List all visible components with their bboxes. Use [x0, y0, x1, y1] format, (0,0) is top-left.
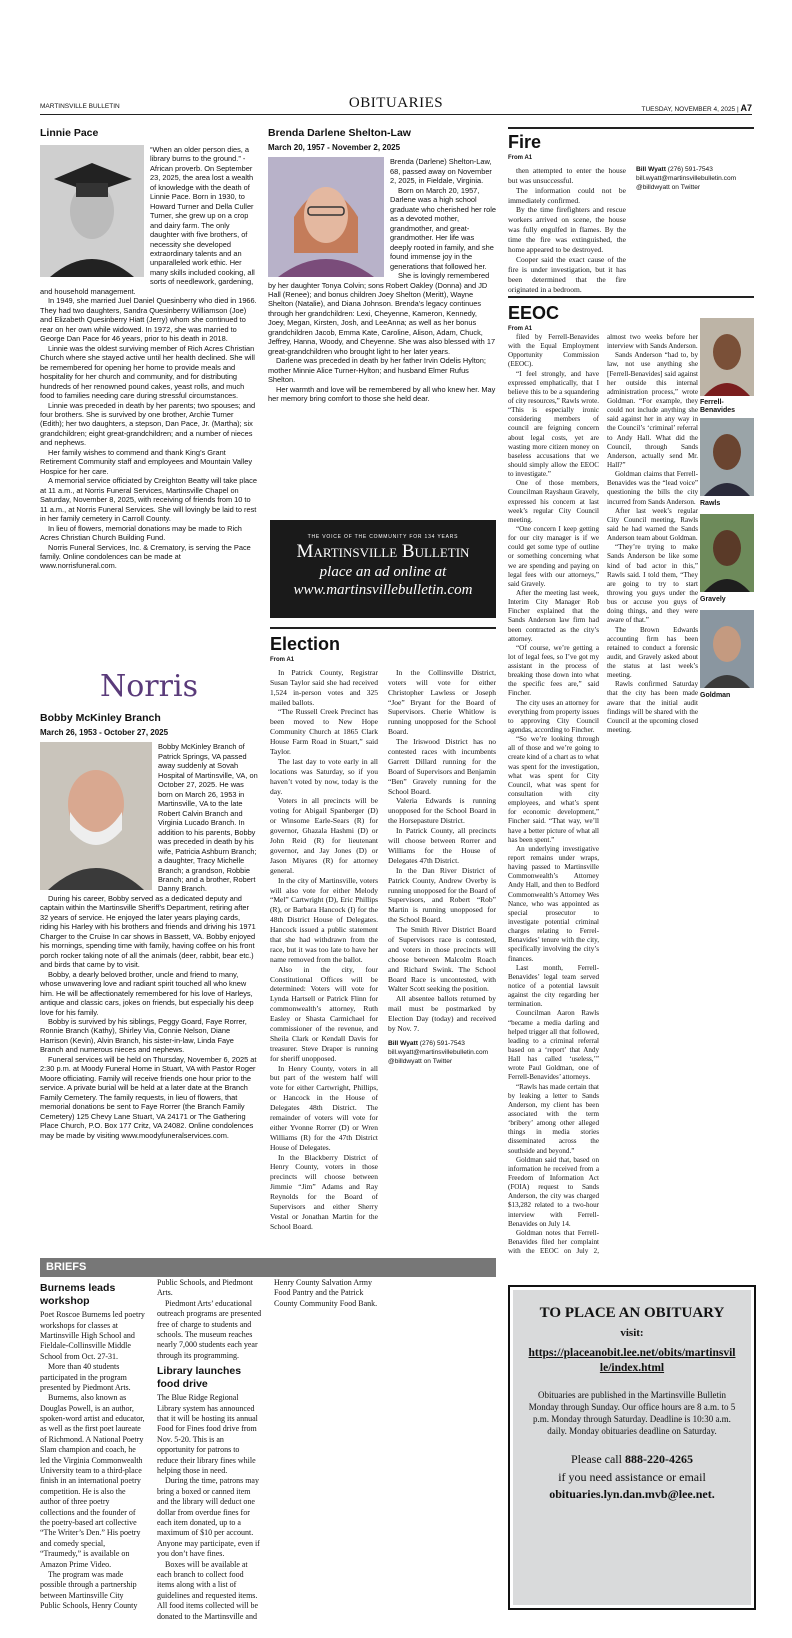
- story-paragraph: In the Blackberry District of Henry County, voters in those precincts will choose between Jimmie “Jim” Adams and Ray Reynolds for the Board of Supervisors and either Sherry Vestal or Jonathan Martin for the School Board.: [270, 1152, 378, 1231]
- brief-paragraph: The Blue Ridge Regional Library system has announced that it will be hosting its annual Food for Fines food drive from Nov. 5-20. This is an opportunity for patrons to reduce their library fines while helping those in need.: [157, 1393, 258, 1476]
- eeoc-story-body: [508, 333, 698, 1263]
- author-byline: [636, 166, 754, 193]
- obit-paragraph: Born on March 20, 1957, Darlene was a high school graduate who cherished her role as a devoted mother, grandmother, and great-grandmother. Her life was deeply rooted in family, and she found immense joy in the generations that followed her.: [390, 185, 496, 271]
- obit-paragraph: In 1949, she married Juel Daniel Quesinberry who died in 1966. They had two daughters, Sandra Quesinberry Williamson (Joe) and Elizabeth Quesinberry Hiatt (Jerry) whom she continued to rear on her own while widowed. In 1972, she was married to George Dan Pace for 46 years, prior to his death in 2018.: [40, 296, 257, 344]
- obit-dates: March 26, 1953 - October 27, 2025: [40, 727, 169, 737]
- mugshot-photo-icon: [700, 514, 754, 592]
- story-paragraph: After last week’s regular City Council meeting, Rawls said he had warned the Sands Anderson team about Goldman.: [607, 506, 698, 543]
- story-paragraph: By the time firefighters and rescue workers arrived on scene, the house was fully engulfed in flames. By the time the fire was extinguished, the home appeared to be destroyed.: [508, 205, 626, 255]
- author-email[interactable]: bill.wyatt@martinsvillebulletin.com: [388, 1048, 489, 1056]
- author-name: Bill Wyatt: [388, 1039, 418, 1047]
- story-paragraph: Goldman said that, based on information he received from a Freedom of Information Act (FOIA) request to Sands Anderson, the city was charged $13,282 related to a two-hour interview with Ferrell-Benavides on July 14.: [508, 1155, 599, 1228]
- story-jump-from: From A1: [508, 155, 533, 161]
- section-title: OBITUARIES: [348, 95, 444, 111]
- story-paragraph: filed by Ferrell-Benavides with the Equal Employment Opportunity Commission (EEOC).: [508, 333, 599, 369]
- brief-paragraph: Piedmont Arts’ educational outreach programs are presented free of charge to students and schools. The museum reaches nearly 7,000 students each year through its programming.: [157, 1298, 262, 1360]
- story-paragraph: “So we’re looking through all of those and we’re going to create kind of a chart as to what was spent for the investigation, what was spent for City Council, what was spent for consultation with city employees, and what’s spent for economic development,” Fincher said. “That way, we’ll have a better picture of what all has been spent.”: [508, 735, 599, 844]
- obit-paragraph: Funeral services will be held on Thursday, November 6, 2025 at 2:30 p.m. at Moody Funeral Home in Stuart, VA with Pastor Roger Moore officiating. Family will receive friends one hour prior to the service. A private burial will be held at a later date at the Branch Family Cemetery. The family requests, in lieu of flowers, that memorial donations be sent to Faye Rorrer (the Branch Family Cemetery) 125 Chevy Lane Stuart, VA 24171 or The Gathering Place Church, P.O. Box 177 Critz, VA 24082. Online condolences may be made by visiting www.moodyfuneralservices.com.: [40, 1054, 257, 1140]
- story-paragraph: “I feel strongly, and have expressed emphatically, that I believe this to be a squandering of city resources,” Rawls wrote. “This is especially ironic considering members of council are feigning concern about legal costs, yet are wasting more citizen money on baseless accusations that we should simply allow the EEOC to investigate.”: [508, 369, 600, 479]
- story-paragraph: Valeria Edwards is running unopposed for the School Board in the Horsepasture District.: [388, 796, 496, 826]
- author-phone: (276) 591-7543: [419, 1039, 465, 1047]
- obit-paragraph: “When an older person dies, a library burns to the ground.” - African proverb. On September 23, 2025, the area lost a wealth of knowledge with the death of Linnie Pace. Born in 1930, to Howard Turner and Della Culler Turner, she grew up on a crop and dairy farm. The only daughter with five brothers, of necessity she developed extraordinary talents and an unparalleled work ethic. Her many skills included cooking, all sorts of needlework, gardening, and household management.: [40, 144, 255, 296]
- story-paragraph: “They’re trying to make Sands Anderson be like some kind of bad actor in this,” Rawls said. I told them, “They are going to try to start throwing you guys under the bus or accuse you guys of doing things, and they were aware of that.”: [607, 543, 698, 625]
- mugshot-rawls: [700, 418, 754, 514]
- woman-photo-icon: [268, 157, 384, 277]
- story-jump-from: From A1: [508, 326, 533, 332]
- obit-paragraph: Linnie was preceded in death by her parents; two spouses; and four brothers. She is survived by one brother, Archie Turner (Edith); her two daughters, a stepson, Dan Pace, Jr. (Martha); six grandchildren; eight great-grandchildren; and a number of nieces and nephews.: [40, 400, 256, 448]
- man-photo-icon: [40, 742, 152, 890]
- story-paragraph: Rawls confirmed Saturday that the city has been made aware that the initial audit findings will be shared with the Council at the upcoming closed meeting.: [607, 680, 698, 735]
- story-paragraph: In the Collinsville District, voters will vote for either Christopher Lawless or Joseph “Joe” Bryant for the Board of Supervisors. Cherie Whitlow is running unopposed for the School Board.: [388, 667, 496, 737]
- brief-paragraph: The program was made possible through a partnership between Martinsville City Public Schools, Henry County Public Schools, and Piedmont Arts.: [40, 1278, 253, 1611]
- obit-paragraph: She is lovingly remembered by her daughter Tonya Colvin; sons Robert Oakley (Donna) and JD Hall (Renee); and bonus children Joey Shelton (Meritt), Wayne Shelton (Natalie), and Diana Johnson. Brenda’s legacy continues through her grandchildren: Lexi, Cheyenne, Kameron, Kennedy, Joey, Megan, Kirsten, Josh, and LeeAnna; as well as her bonus grandchildren Jacob, Emma Kate, Caroline, Alison, Adam, Chuck, Jeffrey, Hanna, Woody, and Cheyenne. She was also blessed with 17 great-grandchildren who brought light to her later years.: [268, 271, 496, 356]
- story-paragraph: then attempted to enter the house but was unsuccessful.: [508, 165, 626, 185]
- story-headline: EEOC: [508, 303, 560, 323]
- story-paragraph: Also in the city, four Constitutional Offices will be determined: Voters will vote for Lynda Hartsell or Patrick Flinn for commonwealth’s attorney, Ruth Easley or Shasta Carmichael for commissioner of the revenue, and Sheila Clark or Kendall Davis for treasurer. Steve Draper is running for sheriff unopposed.: [270, 964, 378, 1063]
- place-obituary-inner: [513, 1290, 751, 1605]
- mugshot-caption: Rawls: [700, 499, 721, 507]
- fire-story: [508, 127, 754, 311]
- brief-paragraph: More than 40 students participated in the program presented by Piedmont Arts.: [40, 1362, 131, 1392]
- obit-paragraph: Her family wishes to commend and thank King’s Grant Retirement Community staff and employees and Mountain Valley Hospice for her care.: [40, 447, 253, 476]
- author-byline: [388, 1040, 496, 1067]
- obit-dates: March 20, 1957 - November 2, 2025: [268, 142, 401, 152]
- mugshot-ferrell-benavides: [700, 318, 754, 418]
- story-paragraph: The last day to vote early in all locations was Saturday, so if you haven’t voted by now, today is the day.: [270, 756, 378, 796]
- obituary-bobby-branch: [40, 712, 258, 1232]
- ad-masthead: Martinsville Bulletin: [296, 540, 470, 562]
- story-paragraph: Sands Anderson “had to, by law, not use anything she [Ferrell-Benavides] said against her outside this internal administration process,” wrote Goldman. “For example, they could not include anything she said against her in any way in the Council’s ‘criminal’ referral to Andy Hall. What did the Council, through Sands Anderson, actually send Mr. Hall?”: [607, 351, 698, 469]
- obit-box-url[interactable]: https://placeanobit.lee.net/obits/martinsville/index.html: [528, 1347, 736, 1375]
- mugshot-caption: Ferrell-Benavides: [700, 398, 736, 414]
- story-headline: Fire: [508, 132, 542, 152]
- mugshot-photo-icon: [700, 610, 754, 688]
- header-date: TUESDAY, NOVEMBER 4, 2025 | A7: [641, 103, 752, 113]
- obit-paragraph: Bobby is survived by his siblings, Peggy Goard, Faye Rorrer, Ronnie Branch (Kathy), Shirley Via, Connie Nelson, Diane Harrison (Kevin), Alvin Branch, his sister-in-law, Linda Faye Branch and numerous nieces and nephews.: [40, 1017, 247, 1055]
- obit-box-visit: visit:: [620, 1326, 644, 1339]
- portrait-photo: [40, 742, 152, 890]
- obit-paragraph: A memorial service officiated by Creighton Beatty will take place at 11 a.m., at Norris Funeral Services, Martinsville Chapel on Saturday, November 8, 2025, with receiving of friends from 10 to 11 a.m., at Norris Funeral Services. She will lovingly be laid to rest in her family cemetery in Carroll County.: [40, 476, 257, 524]
- obit-box-call-label: Please call: [571, 1451, 622, 1466]
- mugshot-photo-icon: [700, 318, 754, 396]
- ad-tagline: THE VOICE OF THE COMMUNITY FOR 134 YEARS: [307, 534, 459, 540]
- author-twitter[interactable]: @billdwyatt on Twitter: [636, 183, 701, 191]
- story-paragraph: All absentee ballots returned by mail must be postmarked by Election Day (today) and received by Nov. 7.: [388, 994, 496, 1033]
- obit-box-assist: if you need assistance or email: [558, 1469, 706, 1484]
- brief-paragraph: Burnems, also known as Douglas Powell, is an author, spoken-word artist and educator, as well as the first poet laureate of Richmond. A National Poetry Slam champion and coach, he led the Virginia Commonwealth University team to a third-place finish in an international poetry competition. He is also the author of three poetry collections and the founder of the poetry-based art collective “The Writer’s Den.” His poetry and comedy special, “Traumedy,” is available on Amazon Prime Video.: [40, 1393, 145, 1569]
- story-paragraph: Goldman notes that Ferrell-Benavides filed her complaint with the EEOC on July 2, almost two weeks before her interview with Sands Anderson.: [508, 333, 698, 1256]
- mugshot-gravely: [700, 514, 754, 610]
- story-paragraph: Cooper said the exact cause of the fire is under investigation, but it has been determined that the fire originated in a bedroom.: [508, 254, 626, 294]
- author-twitter[interactable]: @billdwyatt on Twitter: [388, 1057, 453, 1065]
- story-body: [270, 668, 496, 1243]
- eeoc-mugshots: [700, 318, 754, 706]
- brief-headline: Burnems leads workshop: [40, 1282, 116, 1307]
- brief-paragraph: Poet Roscoe Burnems led poetry workshops for classes at Martinsville High School and Fieldale-Collinsville Middle School from Oct. 27-31.: [40, 1310, 145, 1361]
- obit-paragraph: Bobby, a dearly beloved brother, uncle and friend to many, whose unwavering love and radiant spirit touched all who knew him. He will be affectionately remembered for his love of Harleys, antique and classic cars, jokes on friends, but especially his deep love for his family.: [40, 969, 254, 1017]
- story-paragraph: In the city of Martinsville, voters will also vote for either Melody “Mel” Cartwright (D), Eric Phillips (R), or Barbara Hancock (I) for the 48th District House of Delegates. Hancock issued a public statement that she had withdrawn from the race, but it was too late to have her name removed from the ballot.: [270, 875, 378, 964]
- story-paragraph: The Smith River District Board of Supervisors race is contested, and voters in those precincts will choose between Malcolm Roach and Richard Swink. The School Board Race is uncontested, with Walter Scott seeking the position.: [388, 925, 496, 994]
- mugshot-photo-icon: [700, 418, 754, 496]
- obit-box-email[interactable]: obituaries.lyn.dan.mvb@lee.net.: [549, 1487, 715, 1502]
- obit-paragraph: Linnie was the oldest surviving member of Rich Acres Christian Church where she stayed active until her health declined. She will be remembered for opening her home to provide meals and hospitality for her church and community, and for distributing hundreds of her renowned pound cakes, yeast rolls, and much food to families needing care during stressful circumstances.: [40, 343, 255, 401]
- obituary-brenda-shelton-law: [268, 127, 496, 507]
- story-paragraph: “Of course, we’re getting a lot of legal fees, so I’ve got my assistant in the process of breaking those down into what the specific fees are,” said Fincher.: [508, 643, 599, 698]
- story-paragraph: Last month, Ferrell-Benavides’ legal team served notice of a potential lawsuit against the city regarding her termination.: [508, 963, 599, 1009]
- grad-photo-icon: [40, 145, 144, 277]
- story-body: [508, 166, 754, 311]
- obit-box-title: TO PLACE AN OBITUARY: [539, 1305, 725, 1321]
- header-rule: [40, 114, 752, 115]
- obit-paragraph: Her warmth and love will be remembered by all who knew her. May her memory bring comfort to those she held dear.: [268, 384, 496, 404]
- obit-box-info: Obituaries are published in the Martinsville Bulletin Monday through Sunday. Our office hours are 8 a.m. to 5 p.m. Monday through Saturday. Deadline is 10:30 a.m. daily. Monday obituaries deadline on Saturday.: [528, 1390, 736, 1436]
- portrait-photo: [268, 157, 384, 277]
- ad-url[interactable]: www.martinsvillebulletin.com: [293, 582, 473, 599]
- story-paragraph: “The Russell Creek Precinct has been moved to New Hope Community Church at 1865 Clark House Farm Road in Stuart,” said Taylor.: [270, 707, 378, 757]
- obit-paragraph: In lieu of flowers, memorial donations may be made to Rich Acres Christian Church Building Fund.: [40, 523, 242, 543]
- story-paragraph: “Rawls has made certain that by leaking a letter to Sands Anderson, my client has been associated with the term ‘bribery’ among other alleged things in media stories disseminated across the southside and beyond.”: [508, 1082, 599, 1155]
- story-paragraph: “One concern I keep getting for our city manager is if we could get some type of outline or something concerning what we are spending and paying on legal fees with our attorneys,” said Gravely.: [508, 524, 599, 588]
- obit-box-phone[interactable]: 888-220-4265: [624, 1451, 693, 1466]
- story-paragraph: In Henry County, voters in all but part of the western half will vote for either Cartwright, Phillips, or Hancock in the House of Delegates 48th District. The remainder of voters will vote for either Yvonne Rorrer (D) or Wren Williams (R) for the 47th District House of Delegates.: [270, 1063, 378, 1152]
- obit-name: Bobby McKinley Branch: [40, 712, 161, 724]
- story-paragraph: Voters in all precincts will be voting for Abigail Spanberger (D) or Winsome Earle-Sears (R) for governor, Ghazala Hashmi (D) or John Reid (R) for lieutenant governor, and Jay Jones (D) or Jason Miyares (R) for attorney general.: [270, 796, 378, 875]
- mugshot-goldman: [700, 610, 754, 706]
- norris-logo: Norris: [100, 669, 198, 704]
- story-paragraph: In Patrick County, all precincts will choose between Rorrer and Williams for the House of Delegates 47th District.: [388, 826, 496, 865]
- mugshot-caption: Goldman: [700, 691, 731, 699]
- story-paragraph: In the Dan River District of Patrick County, Andrew Overby is running unopposed for the Board of Supervisors, and Robert “Rob” Martin is running unopposed for the School Board.: [388, 865, 496, 925]
- story-paragraph: Councilman Aaron Rawls “became a media darling and helped trigger all that followed, leading to a criminal referral based on a ‘report’ that Andy Hall has called ‘useless,’” wrote Paul Goldman, one of Ferrell-Benavides’ attorneys.: [508, 1009, 599, 1082]
- briefs-section: [40, 1278, 496, 1623]
- ad-line1: place an ad online at: [319, 564, 447, 581]
- story-paragraph: The Brown Edwards accounting firm has been retained to conduct a forensic audit, and Gravely asked about the status at last week’s meeting.: [607, 625, 698, 680]
- mugshot-caption: Gravely: [700, 595, 726, 603]
- story-paragraph: The Iriswood District has no contested races with incumbents Garrett Dillard running for the Board of Supervisors and Benjamin “Ben” Gravely running for the School Board.: [388, 737, 496, 796]
- story-paragraph: The information could not be immediately confirmed.: [508, 185, 626, 205]
- story-jump-from: From A1: [270, 657, 295, 663]
- obit-paragraph: Brenda (Darlene) Shelton-Law, 68, passed away on November 2, 2025, in Fieldale, Virginia.: [390, 157, 492, 186]
- story-paragraph: An underlying investigative report remains under wraps, having passed to Martinsville Commonwealth’s Attorney Andy Hall, and then to Bedford Commonwealth’s Attorney Wes Nance, who was appointed as special prosecutor to investigate potential criminal charges relating to Ferrel-Benavides’ tenure with the city, specifically involving the city’s finances.: [508, 844, 599, 963]
- brief-paragraph: During the time, patrons may bring a boxed or canned item and the library will deduct one dollar from overdue fines for each item donated, up to a maximum of $10 per account. Anyone may participate, even if you don’t have fines.: [157, 1476, 260, 1559]
- story-paragraph: After the meeting last week, Interim City Manager Rob Fincher explained that the Sands Anderson law firm had been contracted as the city’s attorney.: [508, 588, 599, 643]
- obit-paragraph: Darlene was preceded in death by her father Irvin Odelis Hylton; mother Minnie Alice Turner-Hylton; and husband Elmer Rufus Shelton.: [268, 356, 486, 385]
- obit-paragraph: Norris Funeral Services, Inc. & Crematory, is serving the Pace family. Online condolences can be made at www.norrisfuneral.com.: [40, 542, 251, 571]
- story-paragraph: One of those members, Councilman Rayshaun Gravely, expressed his concern at last week’s regular City Council meeting.: [508, 479, 599, 524]
- author-phone: (276) 591-7543: [667, 165, 713, 173]
- briefs-header: BRIEFS: [40, 1258, 496, 1277]
- place-ad-banner[interactable]: [270, 520, 496, 618]
- place-obituary-box: [508, 1285, 756, 1610]
- obit-box-call: [521, 1452, 743, 1468]
- obit-paragraph: During his career, Bobby served as a dedicated deputy and captain within the Martinsville Sheriff’s Department, retiring after 32 years of service. He enjoyed the later years playing cards, riding his Harley with his brothers and friends and driving his 1971 Charger to the Cruise In car shows in Bassett, VA. Bobby enjoyed his mornings, spending time with family, having coffee on his front porch rocker taking note of all the animals (deer, rabbit, bear etc.) and birds that came by to visit.: [40, 893, 256, 970]
- author-name: Bill Wyatt: [636, 165, 666, 173]
- brief-headline: Library launches food drive: [157, 1365, 242, 1390]
- story-paragraph: Goldman claims that Ferrell-Benavides was the “lead voice” questioning the bills the city incurred from Sands Anderson.: [607, 470, 698, 506]
- portrait-photo: [40, 145, 144, 277]
- obituary-linnie-pace: [40, 127, 258, 667]
- header-publication: MARTINSVILLE BULLETIN: [40, 103, 120, 110]
- author-email[interactable]: bill.wyatt@martinsvillebulletin.com: [636, 174, 737, 182]
- obit-name: Brenda Darlene Shelton-Law: [268, 127, 411, 139]
- story-headline: Election: [270, 634, 341, 654]
- story-paragraph: The city uses an attorney for everything from property issues to approving City Council agendas, according to Fincher.: [508, 698, 599, 735]
- obit-paragraph: Bobby McKinley Branch of Patrick Springs, VA passed away suddenly at Sovah Hospital of Martinsville, VA, on October 27, 2025. He was born on March 26, 1953 in Martinsville, VA to the late Robert Calvin Branch and Virginia Lucado Branch. In addition to his parents, Bobby was preceded in death by his wife, Patricia Ashburn Branch; a daughter, Tracy Michelle Branch; a grandson, Robbie Branch; and a brother, Robert Danny Branch.: [158, 742, 258, 894]
- obit-name: Linnie Pace: [40, 127, 99, 139]
- brief-paragraph: Boxes will be available at each branch to collect food items along with a list of guidelines and requested items. All food items collected will be donated to the Martinsville and Henry County Salvation Army Food Pantry and the Patrick County Community Food Bank.: [157, 1278, 378, 1621]
- story-paragraph: In Patrick County, Registrar Susan Taylor said she had received 1,524 in-person votes and 325 mailed ballots.: [270, 667, 378, 707]
- election-story: [270, 627, 496, 1243]
